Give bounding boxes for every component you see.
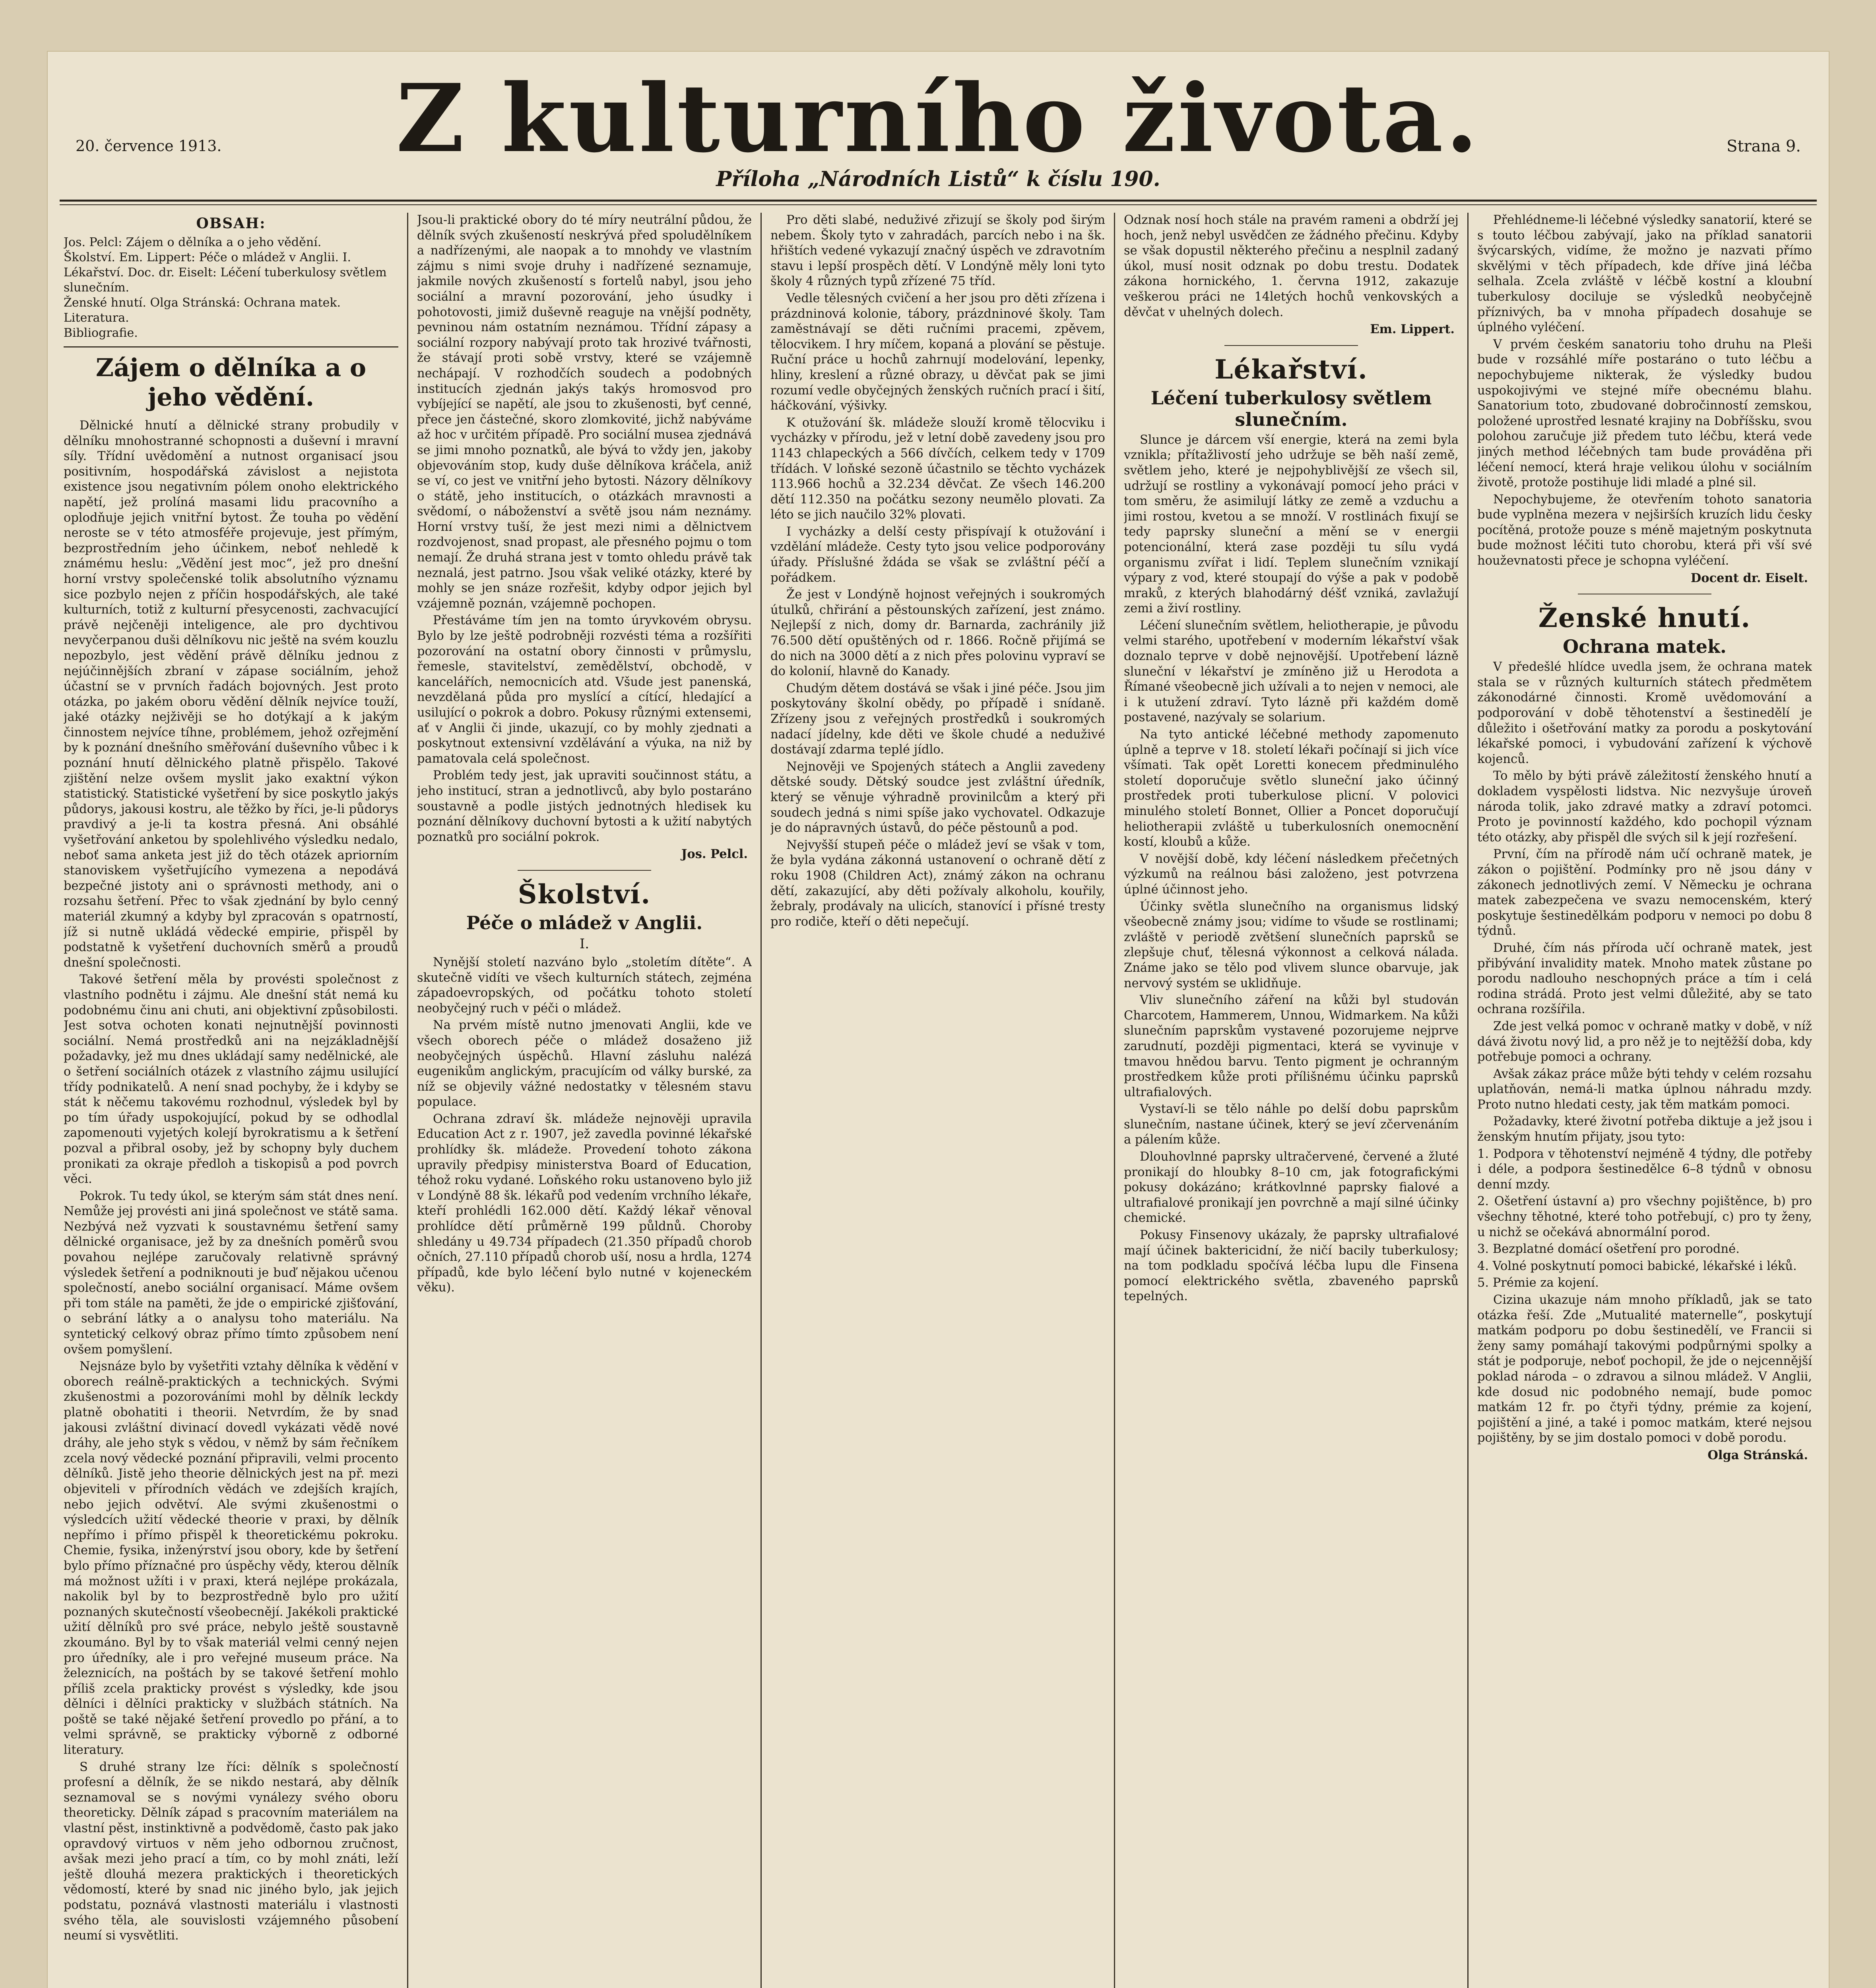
section-heading: Lékařství. [1214,353,1368,385]
article-paragraph: V předešlé hlídce uvedla jsem, že ochrana matek stala se v různých kulturních státech předmětem zákonodárné činnosti. Kromě uvědomování a podporování v době těhotenství a šestinedělí je důležito i ošetřování matky za porodu a poskytování lékařské pomoci, i vybudování zařízení k výchově kojenců. [1477,660,1812,766]
masthead-rule-thin [60,204,1817,205]
article-paragraph: Nejvyšší stupeň péče o mládež jeví se však v tom, že byla vydána zákonná ustanovení o ochraně dětí z roku 1908 (Children Act), známý zákon na ochranu dětí, zakazující, aby děti požívaly alkoholu, kouřily, žebraly, prodávaly na ulicích, stanovící i přísné tresty pro rodiče, kteří o děti nepečují. [770,838,1105,929]
list-item: 2. Ošetření ústavní a) pro všechny pojištěnce, b) pro všechny těhotné, které toho potřebují, c) pro ty ženy, u nichž se očekává abnormální porod. [1477,1194,1812,1239]
column-2 [417,213,752,1988]
newspaper-page [48,52,1829,1988]
supplement-subtitle: Příloha „Národních Listů“ k číslu 190. [716,167,1160,191]
column-1 [64,213,398,1988]
article-paragraph: Vystaví-li se tělo náhle po delší dobu paprskům slunečním, nastane účinek, který se jeví zčervenáním a pálením kůže. [1124,1102,1459,1147]
divider [1224,345,1358,346]
masthead [48,52,1829,195]
article-paragraph: Slunce je dárcem vší energie, která na zemi byla vznikla; přítažlivostí jeho udržuje se běh naší země, světlem jeho, které je nejpohyblivější ze všech sil, udržují se rostliny a vykonávají pomocí jeho práci v tom směru, že asimilují látky ze země a vzduchu a jimi rostou, kvetou a se množí. V rostlinách fixují se tedy paprsky sluneční a mění se v energii potencionální, která zase později tu sílu vydá organismu zvířat i lidí. Teplem slunečním vznikají výpary z vod, které stoupají do výše a pak v podobě mraků, z kterých blahodárný déšť vzniká, zavlažují zemi a živí rostliny. [1124,433,1459,616]
article-paragraph: Nynější století nazváno bylo „stoletím dítěte“. A skutečně vidíti ve všech kulturních státech, zejména západoevropských, od počátku tohoto století neobyčejný ruch v péči o mládež. [417,955,752,1015]
article-paragraph: Požadavky, které životní potřeba diktuje a jež jsou i ženským hnutím přijaty, jsou tyto: [1477,1114,1812,1144]
article-paragraph: V novější době, kdy léčení následkem přečetných výzkumů na reálnou bási založeno, jest potvrzena úplné účinnost jeho. [1124,852,1459,897]
article-paragraph: I vycházky a delší cesty přispívají k otužování i vzdělání mládeže. Cesty tyto jsou velice podporovány úřady. Příslušné ždáda se však se zvláštní péčí a pořádkem. [770,524,1105,585]
article-paragraph: Přehlédneme-li léčebné výsledky sanatorií, které se s touto léčbou zabývají, jako na příklad sanatorii švýcarských, vidíme, že možno je nazvati přímo skvělými v těch případech, kde dříve jiná léčba selhala. Zcela zvláště v léčbě kostní a kloubní tuberkulosy dociluje se výsledků neobyčejně příznivých, ba v mnoha případech dosahuje se úplného vyléčení. [1477,213,1812,335]
article-paragraph: Na prvém místě nutno jmenovati Anglii, kde ve všech oborech péče o mládež dosaženo již neobyčejných úspěchů. Hlavní zásluhu nalézá eugenikům anglickým, pracujícím od války burské, za níž se objevily vážné nedostatky v tělesném stavu populace. [417,1018,752,1109]
article-paragraph: Pro děti slabé, neduživé zřizují se školy pod širým nebem. Školy tyto v zahradách, parcích nebo i na šk. hřištích vedené vykazují značný úspěch ve zdravotním stavu i lepší prospěch dětí. V Londýně měly loni tyto školy 4 různých typů zřízené 75 tříd. [770,213,1105,289]
column-5 [1477,213,1812,1988]
article-paragraph: Nejsnáze bylo by vyšetřiti vztahy dělníka k vědění v oborech reálně-praktických a technických. Svými zkušenostmi a pozorováními mohl by dělník leckdy platně obohatiti i theorii. Netvrdím, že by snad jakousi zvláštní divinací dovedl vykázati vědě nové dráhy, ale jeho styk s vědou, v němž by sám řečníkem zcela nový vědecké poznání připravili, velmi procento dělníků. Jistě jeho theorie dělnických jest na př. mezi objeviteli v přírodních vědách ve zdejších krajích, nebo jejich odvětví. Ale svými zkušenostmi o výsledcích užití vědecké theorie v praxi, by dělník nepřímo i přímo přispěl k theoretickému pokroku. Chemie, fysika, inženýrství jsou obory, kde by šetření bylo přímo příznačné pro úspěchy vědy, kterou dělník má možnost užíti i v praxi, která nejlépe prokázala, nakolik byl by to bezprostředně bylo pro užití poznaných skutečností všeobecnějí. Jakékoli praktické užití dělníků pro své práce, nebylo ještě soustavně zkoumáno. Byl by to však materiál velmi cenný nejen pro úředníky, ale i pro veřejné museum práce. Na železnicích, na poštách by se takové šetření mohlo příliš zcela prakticky provést s výsledky, kde jsou dělníci i dělníci prakticky v službách státních. Na poště se také nějaké šetření provedlo po přání, a to velmi správně, se prakticky výborně z odborné literatury. [64,1359,398,1757]
article-paragraph: Že jest v Londýně hojnost veřejných i soukromých útulků, chřirání a pěstounských zařízení, jest známo. Nejlepší z nich, domy dr. Barnarda, zachránily již 76.500 dětí opuštěných od r. 1866. Ročně přijímá se do nich na 3000 dětí a z nich přes polovinu vypraví se do kolonií, hlavně do Kanady. [770,588,1105,679]
article-paragraph: První, čím na přírodě nám učí ochraně matek, je zákon o pojištění. Podmínky pro ně jsou dány v zákonech jednotlivých zemí. V Německu je ochrana matek zabezpečena ve svazu nemocenském, který poskytuje šestinedělkám podporu v nemoci po dobu 8 týdnů. [1477,847,1812,938]
article-paragraph: V prvém českém sanatoriu toho druhu na Pleši bude v rozsáhlé míře postaráno o tuto léčbu a nepochybujeme nikterak, že výsledky budou uspokojivými ve stejné míře obecnému blahu. Sanatorium toto, zbudované dobročinností zemskou, položené uprostřed lesnaté krajiny na Dobříšsku, svou polohou zaručuje již předem tuto léčbu, která vede jiných method léčebných tam bude prováděna při léčení nemocí, která hraje velikou úlohu v sociálním životě, protože postihuje lidi mladé a plné sil. [1477,337,1812,490]
article-paragraph: Chudým dětem dostává se však i jiné péče. Jsou jim poskytovány školní obědy, po případě i snídaně. Zřízeny jsou z veřejných prostředků i soukromých nadací jídelny, kde děti ve škole chudé a neduživé dostávají zdarma teplé jídlo. [770,681,1105,757]
article-part-number: I. [579,936,590,952]
column-divider [407,213,408,1988]
article-paragraph: Léčení slunečním světlem, heliotherapie, je původu velmi starého, upotřebení v moderním lékařství však doznalo teprve v době nejnovější. Upotřebení lázně sluneční v lékařství je zmíněno již u Herodota a Římané všeobecně jich užívali a to nejen v nemoci, ale i k utužení zdraví. Tyto lázně při každém domě postavené, nazývaly se solarium. [1124,618,1459,725]
supplement-title: Z kulturního života. [396,64,1480,173]
list-item: 4. Volné poskytnutí pomoci babické, lékařské i léků. [1477,1259,1797,1273]
column-divider [760,213,762,1988]
column-divider [1467,213,1469,1988]
article-paragraph: Nejnověji ve Spojených státech a Anglii zavedeny dětské soudy. Dětský soudce jest zvláštní úředník, který se věnuje výhradně provinilcům a který při soudech jedná s nimi spíše jako vychovatel. Odkazuje je do nápravných ústavů, do péče pěstounů a pod. [770,759,1105,835]
list-item: 5. Prémie za kojení. [1477,1276,1599,1290]
article-paragraph: Vliv slunečního záření na kůži byl studován Charcotem, Hammerem, Unnou, Widmarkem. Na kůži slunečním paprskům vystavené pozorujeme nejprve zarudnutí, později pigmentaci, která se vyvinuje v tmavou hnědou barvu. Tento pigment je ochranným prostředkem kůže proti přílišnému účinku paprsků ultrafialových. [1124,993,1459,1099]
masthead-rule [60,200,1817,202]
article-author: Jos. Pelcl. [681,847,748,862]
divider [64,346,398,348]
contents-item: Ženské hnutí. Olga Stránská: Ochrana matek. [64,296,341,310]
article-paragraph: Cizina ukazuje nám mnoho příkladů, jak se tato otázka řeší. Zde „Mutualité maternelle“, poskytují matkám podporu po dobu šestinedělí, ve Francii si ženy samy pomáhají takovými podpůrnými spolky a stát je podporuje, neboť pochopil, že jde o nejcennější poklad národa – o zdravou a silnou mládež. V Anglii, kde dosud nic podobného nemají, bude pomoc matkám 12 fr. po čtyři týdny, prémie za kojení, pojištění a jiné, a také i pomoc matkám, které nejsou pojištěny, by se jim dostalo pomoci v době porodu. [1477,1293,1812,1445]
column-3 [770,213,1105,1988]
contents-item: Jos. Pelcl: Zájem o dělníka a o jeho vědění. [64,235,322,249]
article-paragraph: Dělnické hnutí a dělnické strany probudily v dělníku mnohostranné schopnosti a duševní i mravní síly. Třídní uvědomění a nutnost organisací jsou positivním, hospodářská závislost a nejistota existence jsou negativním pólem onoho elektrického napětí, jež prolíná masami lidu pracovního a oplodňuje jejich vnitřní bytost. Že touha po vědění neroste se v této atmosféře projevuje, jest přímým, bezprostředním jeho účinkem, neboť nehledě k známému heslu: „Vědění jest moc“, jež pro dnešní horní vrstvy společenské tolik absolutního významu sice pozbylo nejen z příčin hospodářských, ale také kulturních, totiž z kulturní přesycenosti, zachvacující právě nejčeněji inteligence, ale pro dychtivou nevyčerpanou duši dělníkovu nic ještě na svém kouzlu nepozbylo, jest vědění právě dělníku jednou z nejúčinnějších zbraní v zápase sociálním, jehož účastní se v prvních řadách bojovných. Jest proto otázka, po jakém oboru vědění dělník nejvíce touží, jaké otázky nejživěji se ho dotýkají a k jakým činnostem nejvíce tíhne, problémem, jehož ozřejmění by k poznání dnešního směřování duševního vůbec i k poznání hnutí dělnického platně přispělo. Takové zjištění nelze ovšem myslit jako exaktní výkon statistický. Statistické vyšetření by sice poskytlo jakýs půdorys, jakousi kostru, ale těžko by říci, je-li půdorys pravdivý a je-li ta kostra přesná. Ani obsáhlé vyšetřování anketou by spolehlivého výsledku nedalo, neboť sama anketa jest již do těch otázek apriorním stanoviskem vyšetřujícího vymezena a nepodává bezpečné jistoty ani o správnosti methody, ani o rozsahu šetření. Přec to však zjednání by bylo cenný materiál zkumný a kdyby byl zpracován s opatrností, jíž si nutně ukládá vědecké empirie, přispěl by podstatně k vyšetření duchovních směrů a proudů dnešní společnosti. [64,419,398,970]
article-paragraph: Avšak zákaz práce může býti tehdy v celém rozsahu uplatňován, nemá-li matka úplnou náhradu mzdy. Proto nutno hledati cesty, jak těm matkám pomoci. [1477,1067,1812,1112]
article-paragraph: Vedle tělesných cvičení a her jsou pro děti zřízena i prázdninová kolonie, tábory, prázdninové školy. Tam zaměstnávají se děti ručními pracemi, zpěvem, tělocvikem. I hry míčem, kopaná a plování se pěstuje. Ruční práce u hochů zahrnují modelování, lepenky, hliny, kreslení a různé obrazy, u děvčat pak se jimi rozumí vedle obyčejných ženských ručních prací i šití, háčkování, výšivky. [770,291,1105,413]
article-paragraph: Na tyto antické léčebné methody zapomenuto úplně a teprve v 18. století lékaři počínají si jich více všímati. Tak opět Loretti konecem předminulého století doporučuje světlo sluneční jako účinný prostředek proti tuberkulose plicní. V polovici minulého století Bonnet, Ollier a Poncet doporučují heliotherapii zvláště u tuberkulosních onemocnění kostí, kloubů a kůže. [1124,728,1459,849]
article-author: Docent dr. Eiselt. [1690,571,1808,585]
contents-heading: OBSAH: [196,215,266,232]
contents-item: Školství. Em. Lippert: Péče o mládež v Anglii. I. [64,250,351,264]
article-paragraph: Pokusy Finsenovy ukázaly, že paprsky ultrafialové mají účinek baktericidní, že ničí bacily tuberkulosy; na tom podkladu spočívá léčba lupu dle Finsena pomocí elektrického světla, zbaveného paprsků tepelných. [1124,1228,1459,1304]
article-paragraph: Zde jest velká pomoc v ochraně matky v době, v níž dává životu nový lid, a pro něž je to nejtěžší doba, kdy potřebuje pomoci a ochrany. [1477,1019,1812,1064]
article-paragraph: Problém tedy jest, jak upraviti součinnost státu, a jeho institucí, stran a jednotlivců, aby bylo postaráno soustavně a podle jistých jednotných hledisek ku poznání dělníkovy duchovní bytosti a k užití nabytých poznatků pro sociální pokrok. [417,769,752,844]
columns [64,213,1813,1988]
issue-date: 20. července 1913. [76,137,222,155]
article-author: Olga Stránská. [1707,1448,1808,1462]
section-heading: Školství. [518,878,651,910]
column-4 [1124,213,1459,1988]
column-divider [1114,213,1115,1988]
table-of-contents [64,215,398,341]
article-paragraph: Takové šetření měla by provésti společnost z vlastního podnětu i zájmu. Ale dnešní stát nemá ku podobnému činu ani chuti, ani objektivní způsobilosti. Jest sotva ochoten konati nejnutnější povinnosti sociální. Nemá prostředků ani na nejzákladnější požadavky, jež mu dnes ukládají samy nedělnické, ale o šetření sociálních otázek z vlastního zájmu usilující třídy podnikatelů. A není snad pochyby, že i kdyby se stát k něčemu takovému rozhodnul, výsledek byl by po tím úřady uspokojující, pokud by se odhodlal zapomenouti vyjetých kolejí byrokratismu a k šetření pozval a přibral osoby, jež by schopny byly duchem pronikati za okraje předloh a tiskopisů a pod povrch věci. [64,973,398,1186]
list-item: 3. Bezplatné domácí ošetření pro porodné. [1477,1242,1740,1256]
article-paragraph: Druhé, čím nás příroda učí ochraně matek, jest přibývání invalidity matek. Mnoho matek zůstane po porodu nadlouho neschopných práce a tím i celá rodina strádá. Proto jest velmi důležité, aby se tato ochrana rozšířila. [1477,941,1812,1017]
article-title: Léčení tuberkulosy světlem slunečním. [1150,387,1432,430]
article-paragraph: Jsou-li praktické obory do té míry neutrální půdou, že dělník svých zkušeností neskrývá před spoludělníkem a nadřízenými, ale naopak a to mnohdy ve vlastním zájmu s nimi svoje druhy i nadřízené seznamuje, jakmile nových zkušeností s fortelů nabyl, jsou jeho sociální a mravní pozorování, jeho úsudky i pohotovosti, jimiž duševně reaguje na vnější podněty, pevninou nám ostatním neznámou. Třídní zápasy a sociální rozpory nabývají proto tak hrozivé tvářnosti, že stávají proti sobě vrstvy, které se vzájemně nechápají. V rozhodčích soudech a podobných institucích zjednán jakýs takýs hromosvod pro vybíjející se napětí, ale jsou to zkušenosti, byť cenné, přece jen částečné, skoro zlomkovité, jichž nabýváme až hoc v určitém případě. Pro sociální musea zjednává se jimi mnoho poznatků, ale bývá to vždy jen, jakoby objevováním stop, kudy duše dělníkova kráčela, aniž se ví, co jest ve vnitřní jeho bytosti. Názory dělníkovy o státě, jeho institucích, o otázkách mravnosti a svědomí, o náboženství a světě jsou nám neznámy. Horní vrstvy tuší, že jest mezi nimi a dělnictvem rozdvojenost, snad propast, ale přesného pojmu o tom nemají. Že druhá strana jest v tomto ohledu právě tak neznalá, jest patrno. Jsou však veliké otázky, které by mohly se jen snáze rozřešit, kdyby odpor jejich byl vzájemně poznán, vzájemně pochopen. [417,213,752,611]
article-title: Zájem o dělníka a o jeho vědění. [95,353,367,412]
article-paragraph: Ochrana zdraví šk. mládeže nejnověji upravila Education Act z r. 1907, jež zavedla povinné lékařské prohlídky šk. mládeže. Provedení tohoto zákona upravily předpisy ministerstva Board of Education, téhož roku vydané. Loňského roku ustanoveno bylo již v Londýně 88 šk. lékařů pod vedením vrchního lékaře, kteří prohlédli 162.000 dětí. Každý lékař věnoval prohlídce dětí průměrně 199 půldnů. Choroby shledány u 49.734 případech (21.350 případů chorob očních, 27.110 případů chorob uší, nosu a hrdla, 1274 případů, kde bylo léčení bylo nutné v kojeneckém věku). [417,1112,752,1295]
article-title: Péče o mládež v Anglii. [466,912,703,934]
article-paragraph: K otužování šk. mládeže slouží kromě tělocviku i vycházky v přírodu, jež v letní době zavedeny jsou pro 1143 chlapeckých a 566 dívčích, celkem tedy v 1709 třídách. V loňské sezoně účastnilo se těchto vycházek 113.966 hochů a 32.234 děvčat. Ze všech 146.200 dětí 112.350 na počátku sezony neumělo plovati. Za léto se jich naučilo 32% plovati. [770,415,1105,522]
divider [518,870,652,871]
contents-item: Literatura. [64,311,129,325]
article-paragraph: Nepochybujeme, že otevřením tohoto sanatoria bude vyplněna mezera v nejširších kruzích lidu česky pocítěná, protože pouze s méně majetným poskytnuta bude možnost léčiti tuto chorobu, která při vší své houževnatosti přece je schopna vyléčení. [1477,492,1812,568]
section-heading: Ženské hnutí. [1538,602,1751,634]
contents-item: Bibliografie. [64,326,138,340]
article-title: Ochrana matek. [1563,636,1727,658]
contents-item: Lékařství. Doc. dr. Eiselt: Léčení tuberkulosy světlem slunečním. [64,266,387,295]
article-author: Em. Lippert. [1370,322,1455,337]
article-paragraph: Pokrok. Tu tedy úkol, se kterým sám stát dnes není. Nemůže jej provésti ani jiná společnost ve státě sama. Nezbývá než vyzvati k soustavnému šetření samy dělnické organisace, jež by za dnešních poměrů svou povahou nejlépe zaručovaly relativně správný výsledek šetření a podniknouti je buď nějakou učenou společností, anebo sociální organisací. Máme ovšem při tom stále na paměti, že jde o empirické zjišťování, o sebrání látky a o analysu toho materiálu. Na syntetický celkový obraz přímo tímto způsobem není ovšem pomyšlení. [64,1189,398,1357]
article-paragraph: Přestáváme tím jen na tomto úryvkovém obrysu. Bylo by lze ještě podrobněji rozvésti téma a rozšířiti pozorování na ostatní obory činnosti v průmyslu, řemesle, stavitelství, zemědělství, obchodě, v kancelářích, nemocnicích atd. Všude jest panenská, nevzdělaná půda pro myslící a cítící, hledající a usilující o pokrok a dobro. Pokusy různými extensemi, ať v Anglii či jinde, ukazují, co by mohly zjednati a poskytnout extensivní vzdělávání a výuka, na niž by pamatovala celá společnost. [417,613,752,766]
article-paragraph: Dlouhovlnné paprsky ultračervené, červené a žluté pronikají do hloubky 8–10 cm, jak fotografickými pokusy dokázáno; krátkovlnné paprsky fialové a ultrafialové pronikají jen povrchně a mají silné účinky chemické. [1124,1150,1459,1225]
article-paragraph: Účinky světla slunečního na organismus lidský všeobecně známy jsou; vidíme to všude se rostlinami; zvláště v periodě zvětšení slunečních paprsků se zlepšuje chuť, tělesná výkonnost a celková nálada. Známe jako se tělo pod vlivem slunce obarvuje, jak nervový systém se uklidňuje. [1124,899,1459,990]
article-paragraph: Odznak nosí hoch stále na pravém rameni a obdrží jej hoch, jenž nebyl usvědčen ze žádného přečinu. Kdyby se však dopustil některého přečinu a nesplnil zadaný úkol, musí nosit odznak po dobu trestu. Dodatek zákona hornického, 1. června 1912, zakazuje veškerou práci ne 14letých hochů venkovských a děvčat v uhelných dolech. [1124,213,1459,319]
list-item: 1. Podpora v těhotenství nejméně 4 týdny, dle potřeby i déle, a podpora šestinedělce 6–8 týdnů v obnosu denní mzdy. [1477,1147,1812,1192]
page-number: Strana 9. [1727,137,1801,155]
article-paragraph: To mělo by býti právě záležitostí ženského hnutí a dokladem vyspělosti lidstva. Nic nezvyšuje úroveň národa tolik, jako zdravé matky a zdraví potomci. Proto je povinností každého, kdo pochopil význam této otázky, aby přispěl dle svých sil k její rozřešení. [1477,769,1812,845]
article-paragraph: S druhé strany lze říci: dělník s společností profesní a dělník, že se nikdo nestará, aby dělník seznamoval se s novými vynálezy svého oboru theoreticky. Dělník západ s pracovním materiálem na vlastní pěst, instinktivně a podvědomě, často pak jako opravdový virtuos v něm jeho odbornou zručnost, avšak mezi jeho prací a tím, co by mohl znáti, leží ještě dlouhá mezera praktických i theoretických vědomostí, které by snad nic jiného bylo, jak jejich podstatu, poznává vlastnosti materiálu i vlastnosti svého těla, ale souvislosti vzájemného působení neumí si vysvětliti. [64,1760,398,1943]
